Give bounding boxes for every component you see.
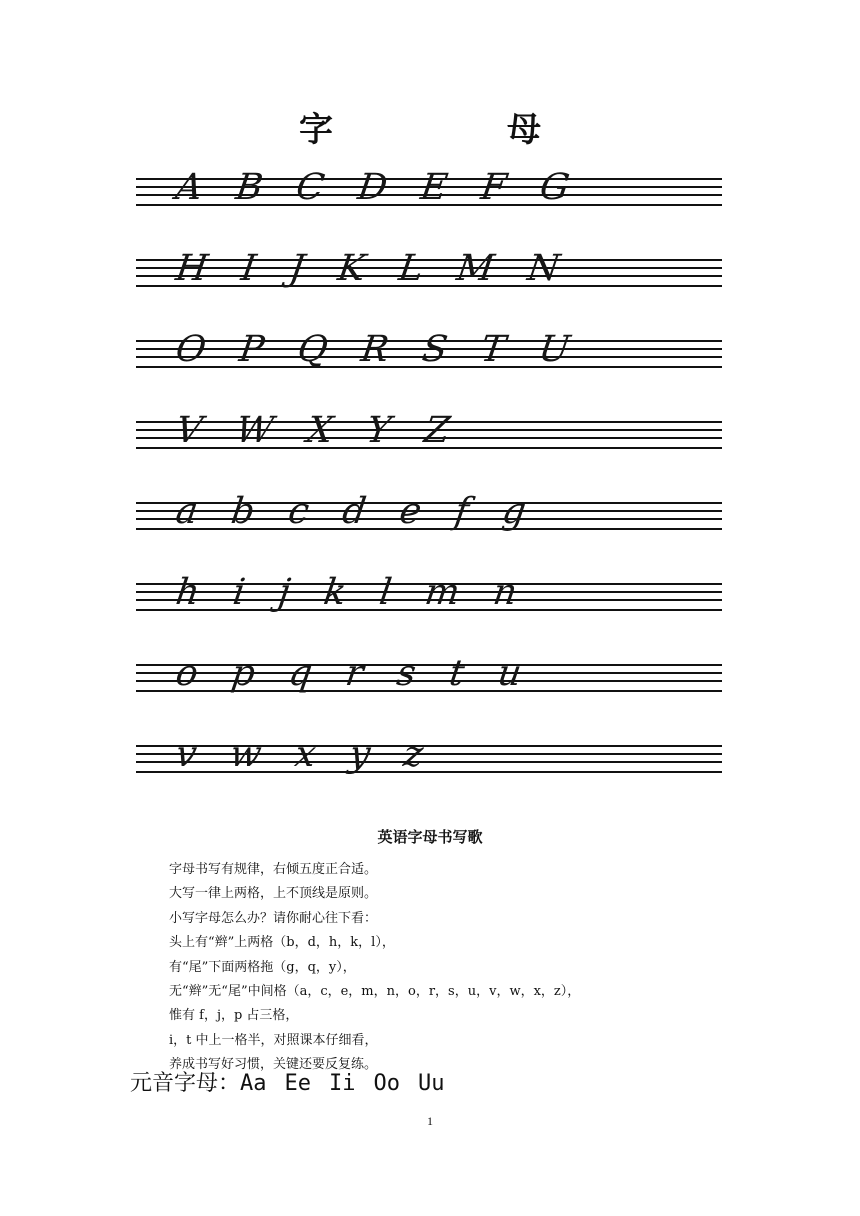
handwritten-letter: Z [421,410,453,451]
handwritten-letter: w [227,734,265,775]
handwritten-letter: Q [294,329,331,370]
handwritten-letter: I [238,248,259,289]
vowel-item: Oo [373,1071,401,1096]
handwritten-letter: M [454,248,497,289]
writing-staff [136,491,722,534]
song-line: 无“辫”无“尾”中间格（a，c，e，m，n，o，r，s，u，v，w，x，z）， [169,984,581,1000]
writing-staff [136,248,722,291]
handwritten-letter: p [228,653,258,694]
handwritten-letter: V [173,410,205,451]
handwritten-letter: k [321,572,349,613]
vowel-item: Aa [240,1071,267,1096]
handwritten-letter: H [173,248,211,289]
handwritten-letter: U [536,329,573,370]
writing-staff [136,167,722,210]
handwritten-letter: B [233,167,266,208]
handwritten-letter: o [173,653,201,694]
song-line: 大写一律上两格，上不顶线是原则。 [169,886,378,902]
page-number: 1 [427,1114,433,1128]
letter-row [173,654,524,694]
song-title: 英语字母书写歌 [377,828,483,846]
handwritten-letter: r [342,653,366,694]
handwritten-letter: j [275,572,293,613]
handwritten-letter: u [495,653,525,694]
handwritten-letter: F [478,167,510,208]
handwritten-letter: D [355,167,390,208]
song-line: 字母书写有规律，右倾五度正合适。 [169,862,378,877]
handwritten-letter: T [478,329,509,370]
letter-row [173,492,528,532]
handwritten-letter: v [173,734,200,775]
letter-row [173,411,452,451]
handwritten-letter: d [339,491,369,532]
handwritten-letter: e [396,491,424,532]
song-line: i，t 中上一格半，对照课本仔细看， [169,1032,378,1048]
page-title: 字 母 [299,110,611,150]
handwritten-letter: x [292,734,319,775]
handwritten-letter: b [228,491,258,532]
handwritten-letter: N [524,248,563,289]
letter-row [173,735,425,775]
vowel-letters [130,1066,463,1097]
vowel-item: Ii [329,1071,356,1096]
writing-staff [136,329,722,372]
letter-row [173,330,572,370]
handwritten-letter: P [236,329,267,370]
handwritten-letter: m [422,572,463,613]
song-line: 小写字母怎么办？请你耐心往下看： [169,910,378,926]
vowel-label: 元音字母： [130,1071,241,1096]
song-lines [169,858,769,1078]
handwritten-letter: X [304,410,336,451]
song-line: 养成书写好习惯，关键还要反复练。 [169,1057,378,1073]
handwritten-letter: s [394,653,419,694]
handwritten-letter: a [173,491,201,532]
handwritten-letter: G [537,167,572,208]
song-line: 惟有 f，j，p 占三格， [169,1008,299,1024]
handwritten-letter: l [376,572,395,613]
letter-row [173,249,562,289]
handwritten-letter: t [446,653,467,694]
handwritten-letter: g [499,491,529,532]
handwritten-letter: E [418,167,451,208]
writing-staff [136,410,722,453]
handwritten-letter: O [173,329,209,370]
handwritten-letter: q [285,653,315,694]
handwritten-letter: f [452,491,472,532]
handwritten-letter: c [285,491,312,532]
handwritten-letter: y [346,734,373,775]
vowel-item: Uu [418,1071,445,1096]
handwritten-letter: C [293,167,327,208]
handwritten-letter: Y [363,410,394,451]
vowel-item: Ee [284,1071,312,1096]
handwritten-letter: z [401,734,426,775]
song-line: 头上有“辫”上两格（b，d，h，k，l）， [169,935,395,951]
letter-row [173,573,519,613]
writing-staff [136,572,722,615]
handwritten-letter: i [230,572,248,613]
handwritten-letter: K [335,248,368,289]
handwritten-letter: S [419,329,450,370]
handwritten-letter: J [286,248,308,289]
handwritten-letter: R [358,329,392,370]
letter-row [173,168,572,208]
handwritten-letter: n [490,572,520,613]
handwritten-letter: h [173,572,203,613]
writing-staff [136,734,722,777]
handwritten-letter: W [233,410,276,451]
song-line: 有“尾”下面两格拖（g，q，y）， [169,959,356,975]
handwritten-letter: L [396,248,426,289]
handwritten-letter: A [173,167,205,208]
writing-staff [136,653,722,696]
